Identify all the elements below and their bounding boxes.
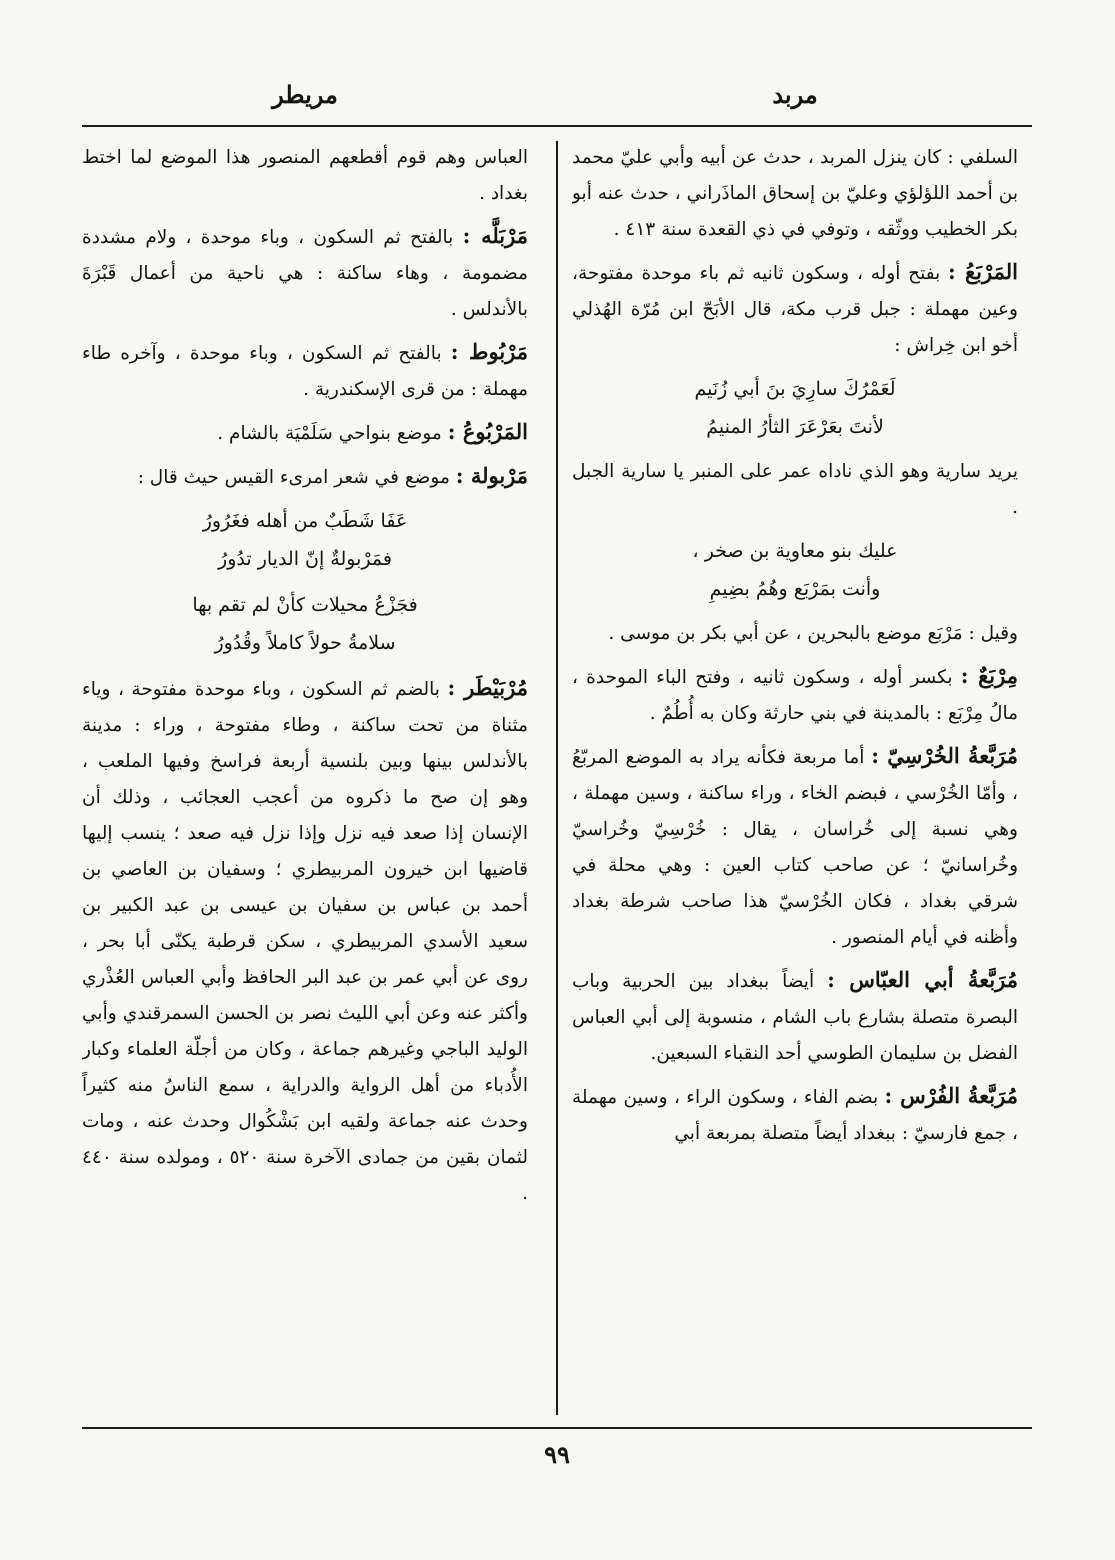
entry-text: يريد سارية وهو الذي ناداه عمر على المنبر يا سارية الجبل . xyxy=(572,461,1018,518)
entry-headword: مَرْبُوط : xyxy=(450,339,528,364)
running-head-right: مربد xyxy=(772,80,818,109)
entry-text: بفتح أوله ، وسكون ثانيه ثم باء موحدة مفتوحة، وعين مهملة : جبل قرب مكة، قال الأبَحّ ابن مُرّة الهُذلي أخو ابن خِراش : xyxy=(572,263,1018,356)
entry-headword: مِرْبَعٌ : xyxy=(960,663,1018,688)
entry-marbut xyxy=(82,334,528,408)
entry-headword: مُرَبَّعةُ أبي العبّاس : xyxy=(827,967,1018,992)
entry-text: بكسر أوله ، وسكون ثانيه ، وفتح الباء الموحدة ، مالُ مِرْبَع : بالمدينة في بني حارثة وكان به أُطُمٌ . xyxy=(572,667,1018,724)
entry-murabbaat-alfurs xyxy=(572,1078,1018,1152)
entry-headword: مَرْبَلَّه : xyxy=(462,223,528,248)
entry-almarbu xyxy=(82,414,528,452)
entry-text: السلفي : كان ينزل المربد ، حدث عن أبيه وأبي عليّ محمد بن أحمد اللؤلؤي وعليّ بن إسحاق الماذَراني ، حدث عنه أبو بكر الخطيب ووثّقه ، وتوفي في ذي القعدة سنة ٤١٣ . xyxy=(572,147,1018,240)
entry-text: بالفتح ثم السكون ، وباء موحدة ، وآخره طاء مهملة : من قرى الإسكندرية . xyxy=(82,343,528,400)
verse-line: فجَزْعُ محيلات كأنْ لم تقم بها xyxy=(192,594,418,616)
verse-line: لَعَمْرُكَ سارِيَ بنَ أبي زُنَيم xyxy=(694,378,896,400)
entry-text-block xyxy=(572,616,1018,652)
verse xyxy=(572,370,1018,446)
entry-headword: مُرَبَّعةُ الخُرْسِيّ : xyxy=(871,743,1018,768)
entry-headword: مَرْبولة : xyxy=(455,463,528,488)
entry-text: بالفتح ثم السكون ، وباء موحدة ، ولام مشددة مضمومة ، وهاء ساكنة : هي ناحية من أعمال قَبْرَةَ بالأندلس . xyxy=(82,227,528,320)
entry-almarba xyxy=(572,254,1018,364)
entry-text: أيضاً ببغداد بين الحربية وباب البصرة متصلة بشارع باب الشام ، منسوبة إلى أبي العباس الفضل بن سليمان الطوسي أحد النقباء السبعين. xyxy=(572,971,1018,1064)
entry-murabbaat-alkhursi xyxy=(572,738,1018,956)
right-column xyxy=(572,140,1018,1415)
entry-headword: المَرْبُوعُ : xyxy=(447,419,528,444)
entry-continuation xyxy=(82,140,528,212)
bottom-rule xyxy=(82,1427,1032,1429)
entry-text: بضم الفاء ، وسكون الراء ، وسين مهملة ، جمع فارسيّ : ببغداد أيضاً متصلة بمربعة أبي xyxy=(572,1087,1018,1144)
verse xyxy=(82,586,528,662)
verse-line: سلامةُ حولاً كاملاً وقُدُورُ xyxy=(214,632,396,654)
entry-headword: المَرْبَعُ : xyxy=(948,259,1018,284)
verse xyxy=(82,502,528,578)
entry-murabbaat-abi-alabbas xyxy=(572,962,1018,1072)
entry-text: أما مربعة فكأنه يراد به الموضع المربّعُ ، وأمّا الخُرْسي ، فبضم الخاء ، وراء ساكنة ، وسين مهملة ، وهي نسبة إلى خُراسان ، يقال : خُرْسِيّ وخُراسيّ وخُراسانيّ ؛ عن صاحب كتاب العين : وهي محلة في شرقي بغداد ، فكان الخُرْسيّ هذا صاحب شرطة بغداد وأظنه في أيام المنصور . xyxy=(572,747,1018,948)
entry-text-block xyxy=(572,454,1018,526)
verse-line: عَفَا شَطَبٌ من أهله فغَرُورُ xyxy=(202,510,408,532)
column-divider xyxy=(556,141,558,1415)
entry-text: موضع بنواحي سَلَمْيَة بالشام . xyxy=(217,423,442,444)
entry-continuation xyxy=(572,140,1018,248)
entry-murbaytar xyxy=(82,670,528,1212)
entry-text: موضع في شعر امرىء القيس حيث قال : xyxy=(137,467,450,488)
entry-text: العباس وهم قوم أقطعهم المنصور هذا الموضع لما اختط بغداد . xyxy=(82,147,528,204)
verse xyxy=(572,532,1018,608)
entry-headword: مُرْبَيْطَر : xyxy=(447,675,528,700)
verse-line: فمَرْبولةٌ إنّ الديار تدُورُ xyxy=(218,548,392,570)
verse-line: وأنت بمَرْبَع وهُمُ بضِيمِ xyxy=(709,578,881,600)
entry-headword: مُرَبَّعةُ الفُرْس : xyxy=(884,1083,1018,1108)
entry-text: وقيل : مَرْبَع موضع بالبحرين ، عن أبي بكر بن موسى . xyxy=(608,623,1018,644)
entry-marbula xyxy=(82,458,528,496)
top-rule xyxy=(82,125,1032,127)
verse-line: عليك بنو معاوية بن صخر ، xyxy=(692,540,898,562)
running-head-left: مريطر xyxy=(272,80,338,109)
entry-marballa xyxy=(82,218,528,328)
entry-mirba xyxy=(572,658,1018,732)
verse-line: لأنتَ بعَرْعَرَ الثأرُ المنيمُ xyxy=(706,416,884,438)
page-number: ٩٩ xyxy=(544,1440,570,1469)
left-column xyxy=(82,140,528,1415)
entry-text: بالضم ثم السكون ، وباء موحدة مفتوحة ، وياء مثناة من تحت ساكنة ، وطاء مفتوحة ، وراء : مدينة بالأندلس بينها وبين بلنسية أربعة فراسخ وفيها الملعب ، وهو إن صح ما ذكروه من أعجب العجائب ، وذلك أن الإنسان إذا صعد فيه نزل وإذا نزل فيه صعد ؛ ينسب إليها قاضيها ابن خيرون المربيطري ؛ وسفيان بن العاصي بن أحمد بن عباس بن سفيان بن عيسى بن عبد الكبير بن سعيد الأسدي المربيطري ، سكن قرطبة يكنّى أبا بحر ، روى عن أبي عمر بن عبد البر الحافظ وأبي العباس العُذْري وأكثر عنه وعن أبي الليث نصر بن الحسن السمرقندي وأبي الوليد الباجي وغيرهم جماعة ، وكان من أجلّة العلماء وكبار الأُدباء من أهل الرواية والدراية ، سمع الناسُ منه كثيراً وحدث عنه جماعة ولقيه ابن بَشْكُوال وحدث عنه ، ومات لثمان بقين من جمادى الآخرة سنة ٥٢٠ ، ومولده سنة ٤٤٠ . xyxy=(82,679,528,1204)
